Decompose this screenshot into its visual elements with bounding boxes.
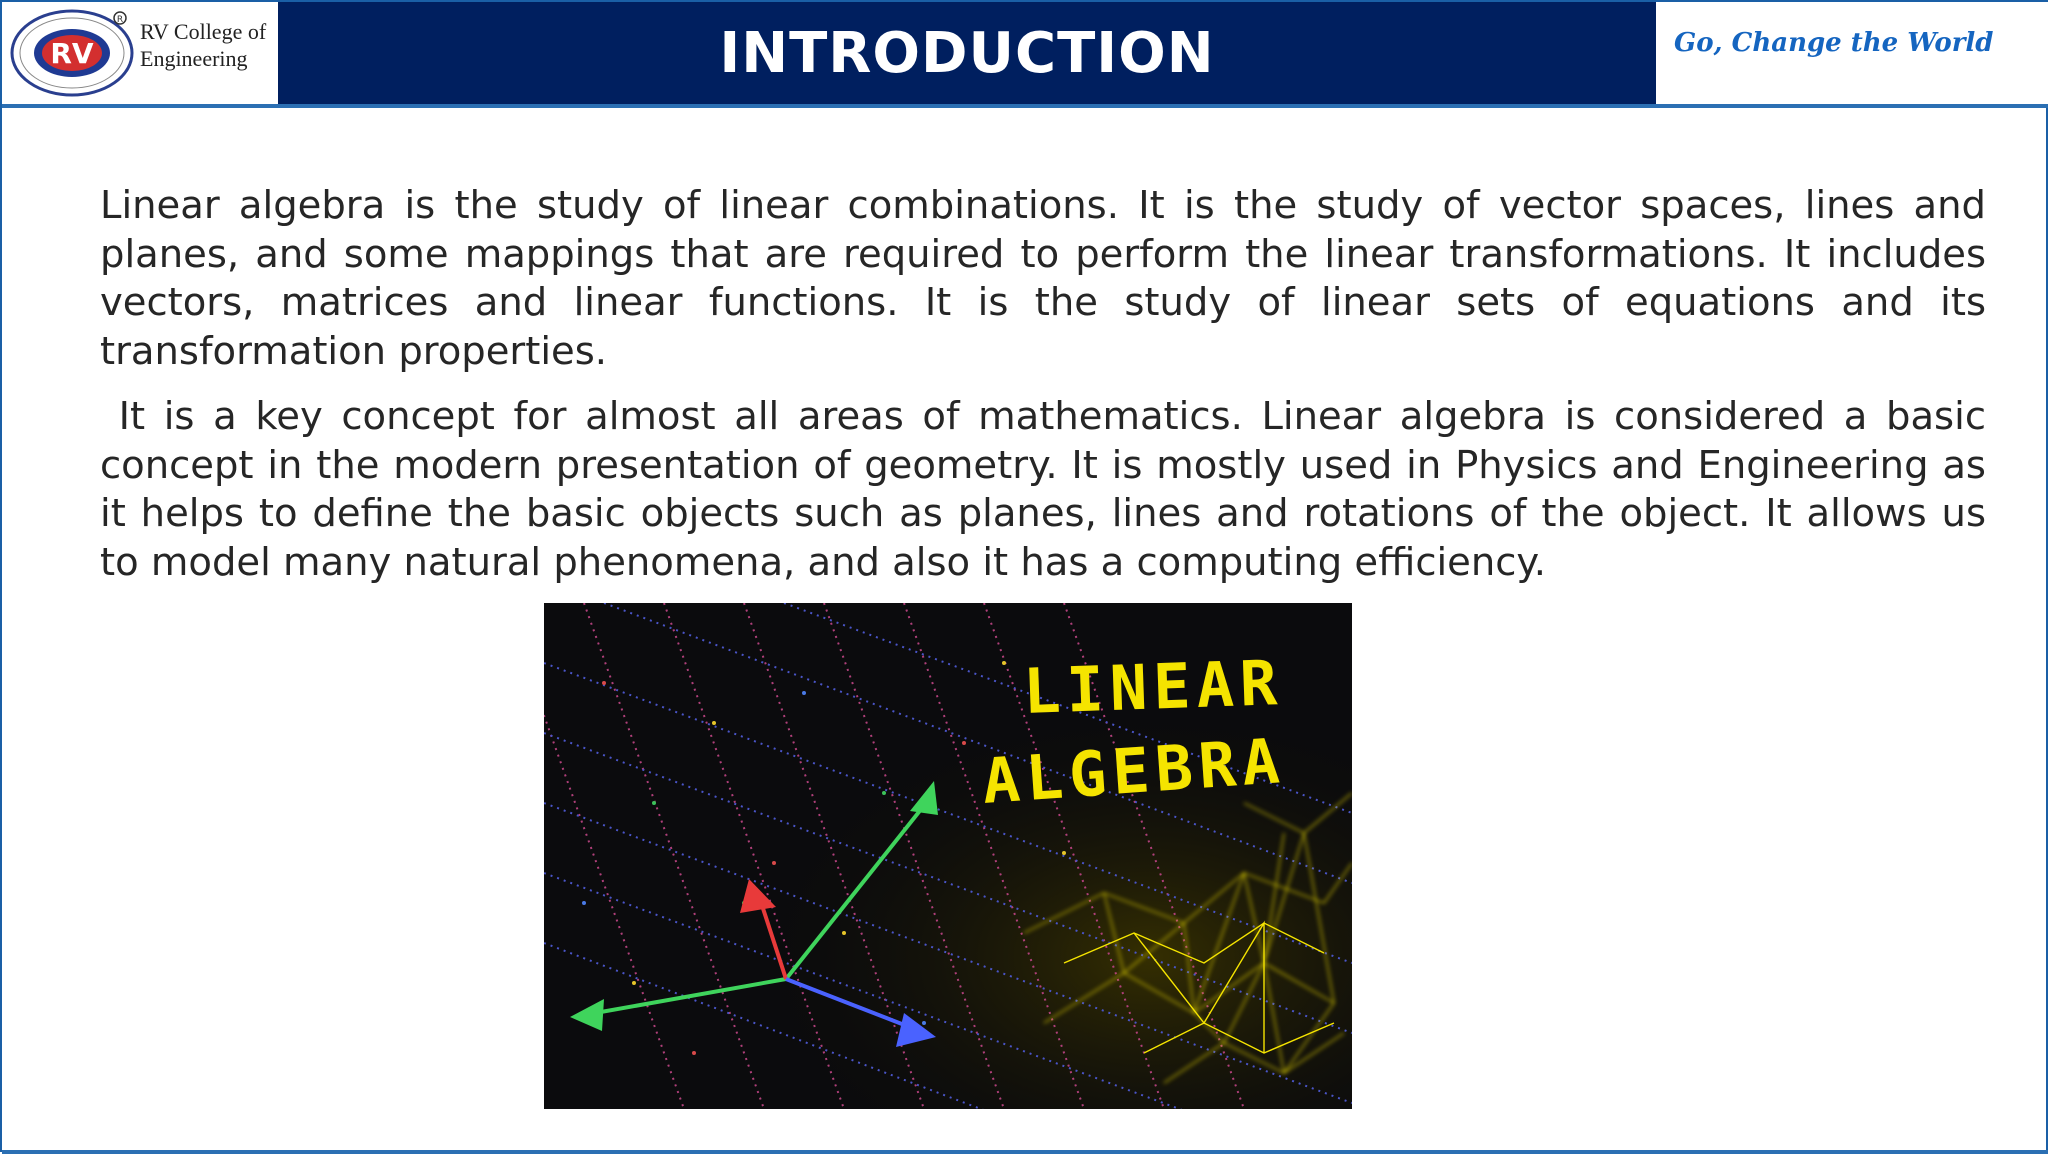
college-logo-block: [4, 4, 278, 102]
title-bar: [278, 2, 1656, 104]
header-divider: [2, 104, 2048, 108]
figure-title-line2: ALGEBRA: [979, 723, 1288, 818]
figure-title-line1: LINEAR: [1021, 645, 1285, 728]
linear-algebra-image: [544, 603, 1352, 1109]
college-name-line1: RV College of: [140, 19, 267, 44]
paragraph-2: [100, 393, 1986, 587]
linear-algebra-illustration: [544, 603, 1352, 1109]
paragraph-2-text: It is a key concept for almost all areas of mathematics. Linear algebra is considered a basic concept in the modern presentation of geometry. It is mostly used in Physics and Engineering as it helps to define the basic objects such as planes, lines and rotations of the object. It allows us to model many natural phenomena, and also it has a computing efficiency.: [100, 394, 1986, 585]
body-text: [100, 182, 1986, 604]
logo-monogram: RV: [50, 37, 94, 70]
college-name-line2: Engineering: [140, 46, 248, 71]
rv-logo-icon: [8, 8, 136, 98]
paragraph-1: Linear algebra is the study of linear combinations. It is the study of vector spaces, lines and planes, and some mappings that are required to perform the linear transformations. It includes vectors, matrices and linear functions. It is the study of linear sets of equations and its transformation properties.: [100, 183, 1986, 374]
footer-divider: [2, 1150, 2048, 1154]
svg-text:R: R: [116, 15, 124, 25]
tagline: Go, Change the World: [1674, 28, 1994, 58]
tagline-block: [1656, 2, 2048, 104]
college-name: [140, 18, 266, 72]
slide-header: [2, 2, 2048, 104]
slide-title: INTRODUCTION: [719, 20, 1215, 86]
